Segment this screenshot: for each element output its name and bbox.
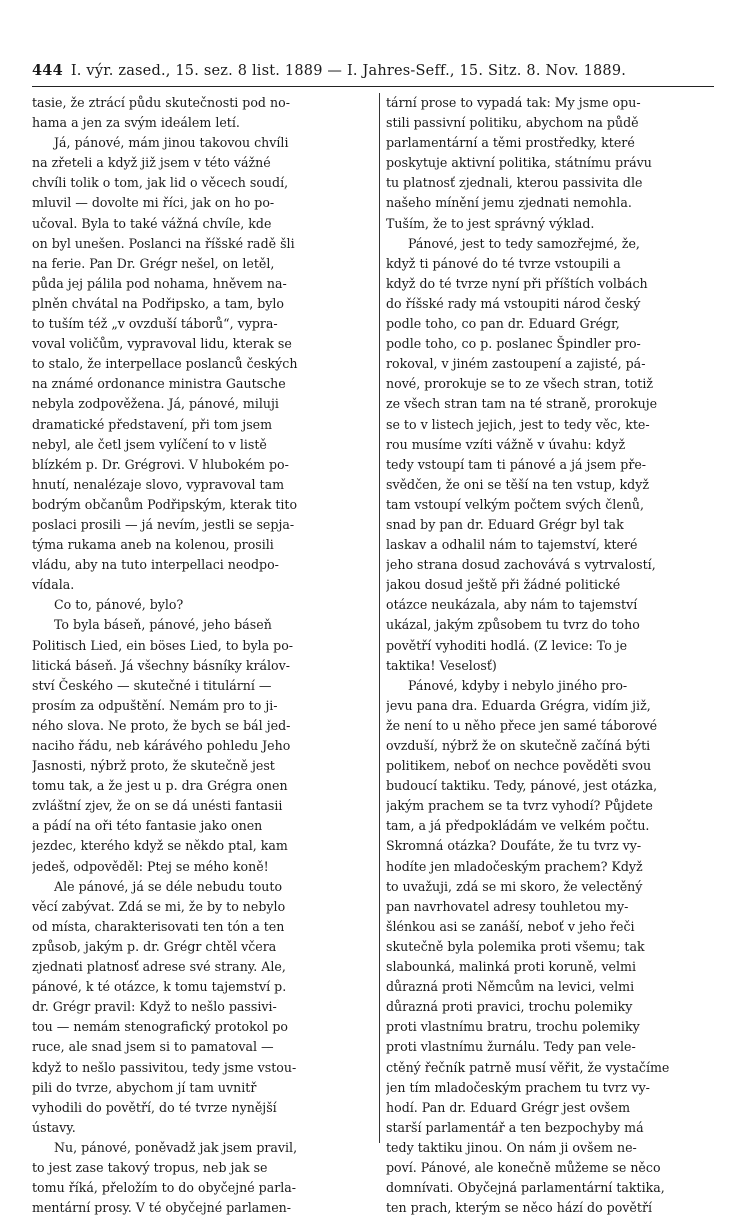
text-line: jeho strana dosud zachovává s vytrvalostí, [386,557,656,573]
text-line: Ale pánové, já se déle nebudu touto [54,878,283,894]
text-line: šlénkou asi se zanáší, neboť v jeho řeči [386,918,635,934]
text-line: zjednati platnosť adrese své strany. Ale, [32,959,286,975]
text-line: ruce, ale snad jsem si to pamatoval — [32,1039,274,1055]
text-line: tomu tak, a že jest u p. dra Grégra onen [32,778,288,794]
text-line: ze všech stran tam na té straně, prorokuje [386,396,658,412]
text-line: budoucí taktiku. Tedy, pánové, jest otázka, [386,778,658,794]
text-line: voval voličům, vypravoval lidu, kterak se [32,336,292,352]
text-line: ústavy. [32,1119,76,1135]
text-line: skutečně byla polemika proti všemu; tak [386,938,645,954]
text-line: blízkém p. Dr. Grégrovi. V hlubokém po- [32,456,289,472]
page-header [32,62,717,82]
text-line: naciho řádu, neb kárávého pohledu Jeho [32,738,291,753]
text-line: hodíte jen mladočeským prachem? Když [386,858,643,874]
text-line: mentární prosy. V té obyčejné parlamen- [32,1200,292,1216]
text-line: ctěný řečník patrně musí věřit, že vystačíme [386,1059,670,1075]
text-line: parlamentární a těmi prostředky, které [386,135,635,151]
text-line: domnívati. Obyčejná parlamentární taktika, [386,1180,665,1196]
text-line: jevu pana dra. Eduarda Grégra, vidím již, [386,697,651,713]
text-line: jen tím mladočeským prachem tu tvrz vy- [386,1079,650,1095]
text-line: pan navrhovatel adresy touhletou my- [386,898,629,914]
text-line: nebyla zodpověžena. Já, pánové, miluji [32,396,279,412]
text-line: tasie, že ztrácí půdu skutečnosti pod no- [32,95,290,110]
text-line: tomu říká, přeložím to do obyčejné parla- [32,1180,297,1196]
text-line: politikem, neboť on nechce pověděti svou [386,758,652,774]
text-line: týma rukama aneb na kolenou, prosili [32,537,274,553]
text-line: snad by pan dr. Eduard Grégr byl tak [386,516,624,532]
text-line: Pánové, jest to tedy samozřejmé, že, [408,235,640,251]
text-line: našeho mínění jemu zjednati nemohla. [386,195,632,211]
text-line: věcí zabývat. Zdá se mi, že by to nebylo [32,898,286,914]
text-line: litická báseň. Já všechny básníky králov- [32,657,290,673]
text-line: podle toho, co p. poslanec Špindler pro- [386,336,641,352]
text-line: pili do tvrze, abychom jí tam uvnitř [32,1079,257,1095]
text-line: on byl unešen. Poslanci na říšské radě šli [32,235,295,251]
header-rule [32,86,714,87]
text-line: to jest zase takový tropus, neb jak se [32,1159,268,1175]
text-line: vídala. [32,577,75,593]
text-line: tární prose to vypadá tak: My jsme opu- [386,95,641,110]
text-line: hama a jen za svým ideálem letí. [32,115,240,131]
right-column [386,93,722,1218]
text-line: prosím za odpuštění. Nemám pro to ji- [32,697,278,713]
text-line: jakou dosud ještě při žádné politické [386,577,621,593]
text-line: Nu, pánové, poněvadž jak jsem pravil, [54,1139,298,1155]
text-line: nové, prorokuje se to ze všech stran, totiž [386,376,654,392]
text-line: tam vstoupí velkým počtem svých členů, [386,496,644,512]
text-line: proti vlastnímu žurnálu. Tedy pan vele- [386,1039,636,1055]
text-line: na zřeteli a když již jsem v této vážné [32,155,271,171]
text-line: stili passivní politiku, abychom na půdě [386,115,639,131]
text-line: dr. Grégr pravil: Když to nešlo passivi- [32,999,277,1015]
text-line: hodí. Pan dr. Eduard Grégr jest ovšem [386,1099,631,1115]
text-line: povětří vyhoditi hodlá. (Z levice: To je [386,637,628,653]
text-line: nebyl, ale četl jsem vylíčení to v listě [32,436,267,452]
text-line: učoval. Byla to také vážná chvíle, kde [32,215,272,231]
text-line: Pánové, kdyby i nebylo jiného pro- [408,677,628,693]
text-line: a pádí na oři této fantasie jako onen [32,818,263,834]
text-line: se to v listech jejich, jest to tedy věc, kte- [386,416,650,432]
text-line: Jasnosti, nýbrž proto, že skutečně jest [32,758,275,774]
text-line: na známé ordonance ministra Gautsche [32,376,286,392]
text-line: zvláštní zjev, že on se dá unésti fantasii [32,798,283,814]
text-line: hnutí, nenalézaje slovo, vypravoval tam [32,476,285,492]
left-column [32,93,374,1218]
text-line: to tuším též „v ovzduší táborů“, vypra- [32,316,278,332]
text-line: jedeš, odpověděl: Ptej se mého koně! [32,858,269,874]
text-line: Skromná otázka? Doufáte, že tu tvrz vy- [386,838,642,854]
text-line: poslaci prosili — já nevím, jestli se sepja- [32,516,295,532]
text-line: starší parlamentář a ten bezpochyby má [386,1119,644,1135]
text-line: Já, pánové, mám jinou takovou chvíli [54,135,289,151]
text-line: plněn chvátal na Podřipsko, a tam, bylo [32,295,284,311]
text-line: chvíli tolik o tom, jak lid o věcech soudí, [32,175,289,191]
text-line: ten prach, kterým se něco hází do povětří [386,1200,652,1216]
text-line: poskytuje aktivní politika, státnímu právu [386,155,652,171]
text-line: když ti pánové do té tvrze vstoupili a [386,255,621,271]
text-line: půda jej pálila pod nohama, hněvem na- [32,275,287,291]
text-line: svědčen, že oni se těší na ten vstup, když [386,476,649,492]
text-line: taktika! Veselosť) [386,657,497,673]
text-line: dramatické představení, při tom jsem [32,416,273,432]
text-line: tedy vstoupí tam ti pánové a já jsem pře- [386,456,647,472]
text-line: ukázal, jakým způsobem tu tvrz do toho [386,617,640,633]
text-line: laskav a odhalil nám to tajemství, které [386,537,638,553]
text-line: když to nešlo passivitou, tedy jsme vstou- [32,1059,297,1075]
text-line: vládu, aby na tuto interpellaci neodpo- [32,557,279,573]
text-line: jakým prachem se ta tvrz vyhodí? Půjdete [386,798,653,814]
text-line: rou musíme vzíti vážně v úvahu: když [386,436,626,452]
text-line: ovzduší, nýbrž že on skutečně začíná býti [386,738,651,753]
text-line: důrazná proti pravici, trochu polemiky [386,999,633,1015]
page-number: 444 [32,62,63,79]
text-line: pánové, k té otázce, k tomu tajemství p. [32,979,287,995]
text-line: podle toho, co pan dr. Eduard Grégr, [386,316,620,332]
text-line: rokoval, v jiném zastoupení a zajisté, pá- [386,356,646,372]
text-line: do říšské rady má vstoupiti národ český [386,295,641,311]
text-line: proti vlastnímu bratru, trochu polemiky [386,1019,640,1035]
text-line: ství Českého — skutečné i titulární — [32,677,272,693]
text-line: důrazná proti Němcům na levici, velmi [386,979,635,995]
text-line: tedy taktiku jinou. On nám ji ovšem ne- [386,1139,637,1155]
text-line: bodrým občanům Podřipským, kterak tito [32,496,298,512]
text-line: ného slova. Ne proto, že bych se bál jed- [32,717,291,733]
text-line: poví. Pánové, ale konečně můžeme se něco [386,1159,661,1175]
text-line: jezdec, kterého když se někdo ptal, kam [32,838,288,854]
text-line: vyhodili do povětří, do té tvrze nynější [32,1099,277,1115]
text-line: že není to u něho přece jen samé táborové [386,717,658,733]
text-line: tou — nemám stenografický protokol po [32,1019,288,1035]
text-line: mluvil — dovolte mi říci, jak on ho po- [32,195,275,211]
text-line: tu platnosť zjednali, kterou passivita dle [386,175,643,191]
text-line: tam, a já předpokládám ve velkém počtu. [386,818,650,834]
text-line: to uvažuji, zdá se mi skoro, že velectěný [386,878,643,894]
header-text: I. výr. zased., 15. sez. 8 list. 1889 — I. Jahres-Seff., 15. Sitz. 8. Nov. 1889. [70,63,627,79]
text-line: způsob, jakým p. dr. Grégr chtěl včera [32,938,277,954]
column-divider [379,93,380,1143]
text-line: Politisch Lied, ein böses Lied, to byla po- [32,637,294,653]
text-line: od místa, charakterisovati ten tón a ten [32,918,285,934]
text-line: To byla báseň, pánové, jeho báseň [54,617,272,633]
text-line: to stalo, že interpellace poslanců českých [32,356,298,372]
text-line: slabounká, malinká proti koruně, velmi [386,959,637,975]
text-line: otázce neukázala, aby nám to tajemství [386,597,638,613]
text-line: když do té tvrze nyní při příštích volbách [386,275,648,291]
text-line: Tuším, že to jest správný výklad. [386,215,595,231]
text-line: Co to, pánové, bylo? [54,597,184,613]
text-line: na ferie. Pan Dr. Grégr nešel, on letěl, [32,255,275,271]
